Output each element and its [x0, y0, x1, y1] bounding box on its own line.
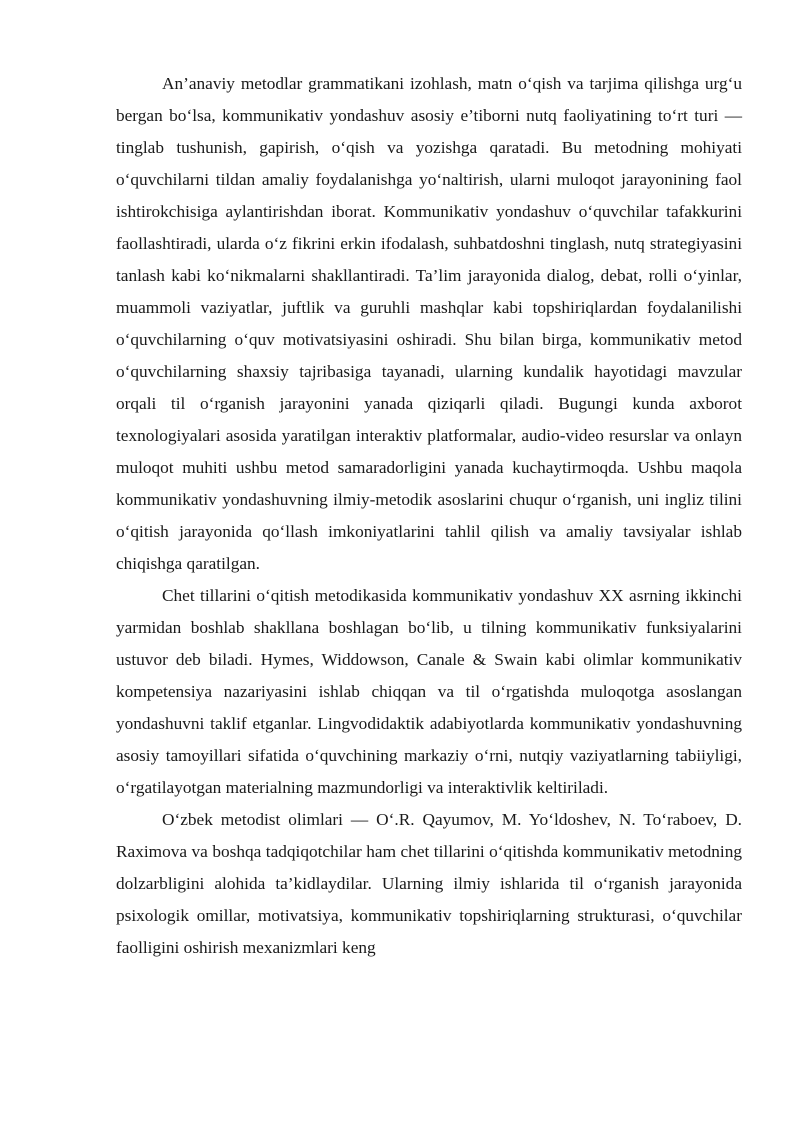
body-text [116, 68, 742, 964]
paragraph-3: O‘zbek metodist olimlari — O‘.R. Qayumov, M. Yo‘ldoshev, N. To‘raboev, D. Raximova va boshqa tadqiqotchilar ham chet tillarini o‘qitishda kommunikativ metodning dolzarbligini alohida ta’kidlaydilar. Ularning ilmiy ishlarida til o‘rganish jarayonida psixologik omillar, motivatsiya, kommunikativ topshiriqlarning strukturasi, o‘quvchilar faolligini oshirish mexanizmlari keng [116, 810, 742, 957]
paragraph-2: Chet tillarini o‘qitish metodikasida kommunikativ yondashuv XX asrning ikkinchi yarmidan boshlab shakllana boshlagan bo‘lib, u tilning kommunikativ funksiyalarini ustuvor deb biladi. Hymes, Widdowson, Canale & Swain kabi olimlar kommunikativ kompetensiya nazariyasini ishlab chiqqan va til o‘rgatishda muloqotga asoslangan yondashuvni taklif etganlar. Lingvodidaktik adabiyotlarda kommunikativ yondashuvning asosiy tamoyillari sifatida o‘quvchining markaziy o‘rni, nutqiy vaziyatlarning tabiiyligi, o‘rgatilayotgan materialning mazmundorligi va interaktivlik keltiriladi. [116, 586, 742, 797]
paragraph-1: An’anaviy metodlar grammatikani izohlash, matn o‘qish va tarjima qilishga urg‘u bergan bo‘lsa, kommunikativ yondashuv asosiy e’tiborni nutq faoliyatining to‘rt turi — tinglab tushunish, gapirish, o‘qish va yozishga qaratadi. Bu metodning mohiyati o‘quvchilarni tildan amaliy foydalanishga yo‘naltirish, ularni muloqot jarayonining faol ishtirokchisiga aylantirishdan iborat. Kommunikativ yondashuv o‘quvchilar tafakkurini faollashtiradi, ularda o‘z fikrini erkin ifodalash, suhbatdoshni tinglash, nutq strategiyasini tanlash kabi ko‘nikmalarni shakllantiradi. Ta’lim jarayonida dialog, debat, rolli o‘yinlar, muammoli vaziyatlar, juftlik va guruhli mashqlar kabi topshiriqlardan foydalanilishi o‘quvchilarning o‘quv motivatsiyasini oshiradi. Shu bilan birga, kommunikativ metod o‘quvchilarning shaxsiy tajribasiga tayanadi, ularning kundalik hayotidagi mavzular orqali til o‘rganish jarayonini yanada qiziqarli qiladi. Bugungi kunda axborot texnologiyalari asosida yaratilgan interaktiv platformalar, audio-video resurslar va onlayn muloqot muhiti ushbu metod samaradorligini yanada kuchaytirmoqda. Ushbu maqola kommunikativ yondashuvning ilmiy-metodik asoslarini chuqur o‘rganish, uni ingliz tilini o‘qitish jarayonida qo‘llash imkoniyatlarini tahlil qilish va amaliy tavsiyalar ishlab chiqishga qaratilgan. [116, 74, 742, 573]
